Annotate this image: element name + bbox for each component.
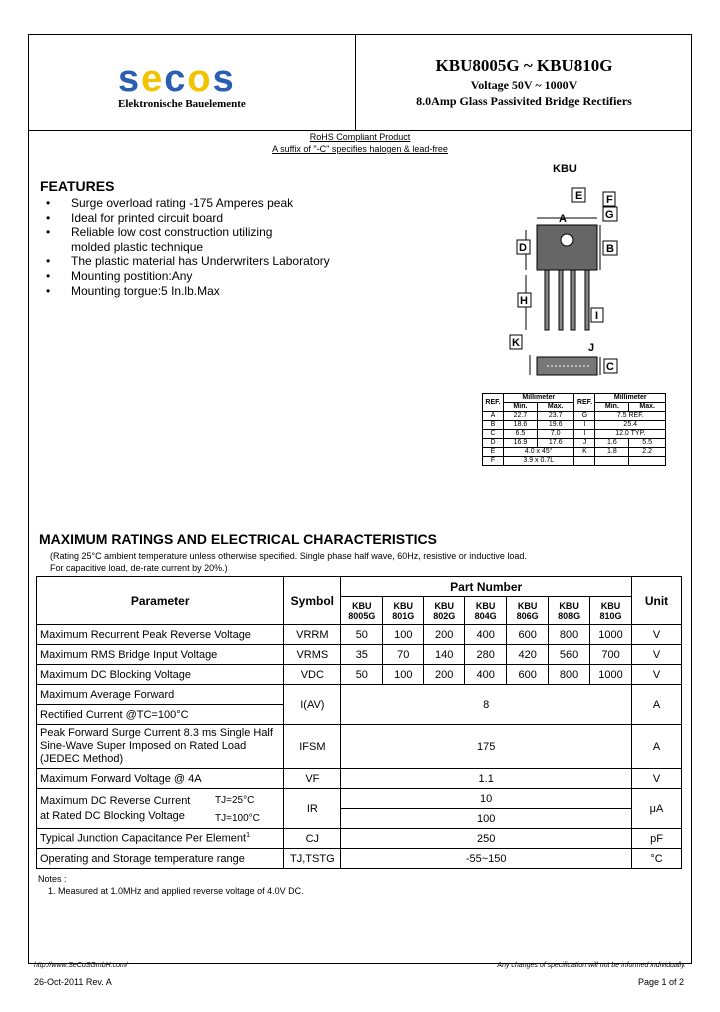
svg-text:C: C xyxy=(606,361,614,373)
svg-text:K: K xyxy=(512,337,520,349)
partnumber-header: Part Number xyxy=(341,577,632,597)
ratings-heading: MAXIMUM RATINGS AND ELECTRICAL CHARACTERISTICS xyxy=(39,531,437,547)
dimension-table xyxy=(482,393,666,466)
symbol-header: Symbol xyxy=(284,577,341,625)
ref-header: REF. xyxy=(574,394,595,412)
part-header: KBU 804G xyxy=(465,597,507,625)
table-row: Maximum DC Blocking Voltage VDC 50 100 200 400 600 800 1000 V xyxy=(37,665,682,685)
table-row: C 6.5 7.0 I 12.0 TYP. xyxy=(483,430,666,439)
table-row: Maximum Average Forward I(AV) 8 A xyxy=(37,685,682,705)
secos-logo: secos xyxy=(118,58,236,100)
table-row: Maximum DC Reverse Current at Rated DC Blocking Voltage TJ=25°C TJ=100°C IR 10 μA xyxy=(37,789,682,809)
table-row: Peak Forward Surge Current 8.3 ms Single Half Sine-Wave Super Imposed on Rated Load (JEDEC Method) IFSM 175 A xyxy=(37,725,682,769)
part-header: KBU 808G xyxy=(549,597,590,625)
unit-header: Unit xyxy=(632,577,682,625)
list-item: • Surge overload rating -175 Amperes peak xyxy=(46,196,294,210)
page-number: Page 1 of 2 xyxy=(637,977,684,987)
table-row: A 22.7 23.7 G 7.5 REF. xyxy=(483,412,666,421)
table-row: Operating and Storage temperature range TJ,TSTG -55~150 °C xyxy=(37,849,682,869)
svg-text:F: F xyxy=(606,194,613,206)
table-row: F 3.9 x 0.7L xyxy=(483,457,666,466)
part-header: KBU 806G xyxy=(507,597,549,625)
voltage-range: Voltage 50V ~ 1000V xyxy=(470,78,578,92)
ratings-note-1: (Rating 25°C ambient temperature unless otherwise specified. Single phase half wave, 60Hz, resistive or inductive load. xyxy=(50,551,527,561)
table-row: E 4.0 x 45° K 1.8 2.2 xyxy=(483,448,666,457)
lead xyxy=(559,270,563,330)
list-item: • Mounting torgue:5 In.lb.Max xyxy=(46,283,220,298)
table-row: 100 xyxy=(37,809,682,829)
part-header: KBU 802G xyxy=(424,597,465,625)
part-range-title: KBU8005G ~ KBU810G xyxy=(435,56,613,75)
table-row: D 16.9 17.6 J 1.6 5.5 xyxy=(483,439,666,448)
halogen-note: A suffix of "-C" specifies halogen & lead-free xyxy=(272,144,448,154)
part-header: KBU 810G xyxy=(590,597,632,625)
table-row: Rectified Current @TC=100°C xyxy=(37,705,682,725)
svg-text:I: I xyxy=(595,310,599,322)
max-header: Max. xyxy=(537,403,574,412)
table-row: Maximum Forward Voltage @ 4A VF 1.1 V xyxy=(37,769,682,789)
mm-header: Millimeter xyxy=(595,394,666,403)
package-body xyxy=(537,225,597,270)
list-item: • Ideal for printed circuit board xyxy=(46,210,224,225)
table-row: Maximum Recurrent Peak Reverse Voltage VRRM 50 100 200 400 600 800 1000 V xyxy=(37,625,682,645)
table-row: B 18.6 19.6 I 25.4 xyxy=(483,421,666,430)
notes-title: Notes : xyxy=(38,874,67,884)
table-row: Maximum RMS Bridge Input Voltage VRMS 35 70 140 280 420 560 700 V xyxy=(37,645,682,665)
svg-text:A: A xyxy=(559,213,567,225)
ref-header: REF. xyxy=(483,394,504,412)
min-header: Min. xyxy=(504,403,538,412)
max-header: Max. xyxy=(629,403,666,412)
table-row: Typical Junction Capacitance Per Element$^1$ CJ 250 pF xyxy=(37,829,682,849)
lead xyxy=(571,270,575,330)
svg-text:H: H xyxy=(520,295,528,307)
list-item: • Reliable low cost construction utilizing molded plastic technique xyxy=(46,225,273,254)
change-disclaimer: Any changes of specification will not be informed individually. xyxy=(497,962,686,969)
mounting-hole xyxy=(561,234,573,246)
package-name: KBU xyxy=(553,163,577,175)
company-url[interactable]: http://www.SeCoSGmbH.com/ xyxy=(34,962,128,969)
part-header: KBU 801G xyxy=(383,597,424,625)
lead xyxy=(585,270,589,330)
svg-text:D: D xyxy=(519,242,527,254)
svg-text:G: G xyxy=(605,209,614,221)
ratings-note-2: For capacitive load, de-rate current by 20%.) xyxy=(50,563,228,573)
mm-header: Millimeter xyxy=(504,394,574,403)
parameter-header: Parameter xyxy=(37,577,284,625)
rohs-line: RoHS Compliant Product xyxy=(309,132,411,142)
brand-subtitle: Elektronische Bauelemente xyxy=(118,98,246,110)
date-revision: 26-Oct-2011 Rev. A xyxy=(34,977,112,987)
svg-text:E: E xyxy=(575,190,583,202)
svg-text:J: J xyxy=(588,342,595,354)
min-header: Min. xyxy=(595,403,629,412)
features-heading: FEATURES xyxy=(40,178,115,194)
part-header: KBU 8005G xyxy=(341,597,383,625)
product-description: 8.0Amp Glass Passivited Bridge Rectifiers xyxy=(416,94,632,108)
note-1: 1. Measured at 1.0MHz and applied reverse voltage of 4.0V DC. xyxy=(48,886,304,896)
features-list xyxy=(46,196,466,298)
ratings-table xyxy=(36,576,682,869)
package-drawing xyxy=(500,180,630,380)
list-item: • The plastic material has Underwriters Laboratory xyxy=(46,254,330,269)
lead xyxy=(545,270,549,330)
svg-text:B: B xyxy=(606,243,614,255)
list-item: • Mounting postition:Any xyxy=(46,268,193,283)
